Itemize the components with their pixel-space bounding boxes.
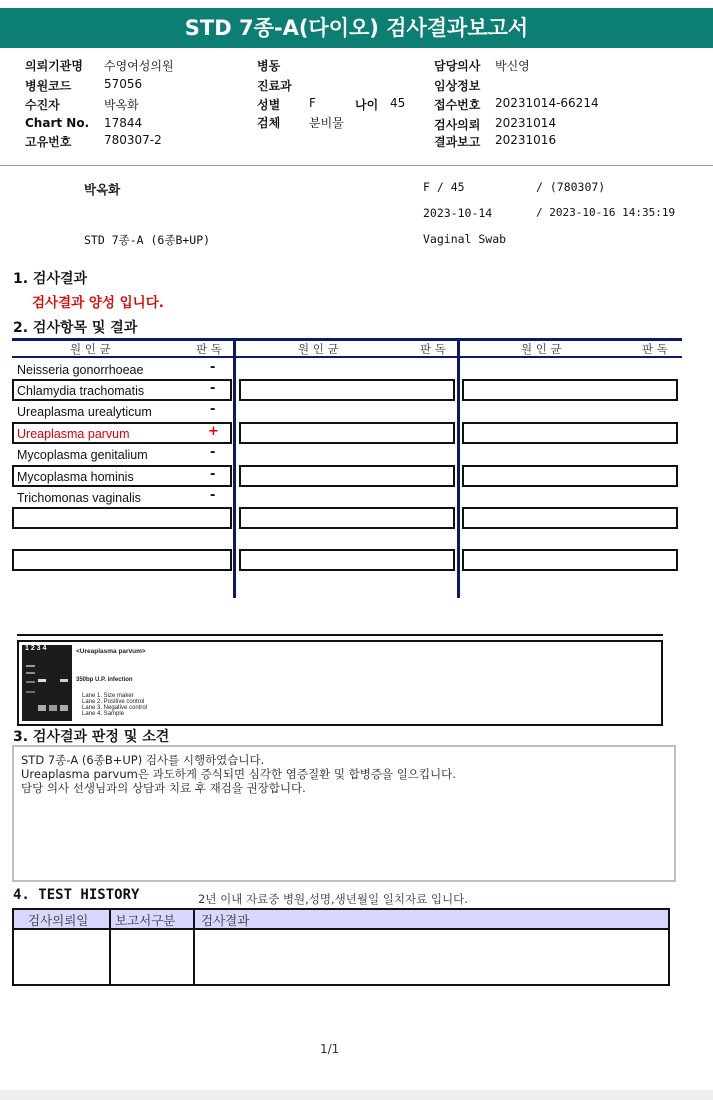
- specimen-label: 검체: [257, 116, 281, 130]
- positive-result-text: 검사결과 양성 입니다.: [32, 295, 164, 311]
- gel-lane3-legend: Lane 3. Negative control: [82, 705, 148, 711]
- specimen-value: 분비물: [309, 116, 344, 130]
- pathogen-name: Ureaplasma urealyticum: [17, 405, 152, 419]
- age-label: 나이: [355, 98, 379, 112]
- pathogen-name-positive: Ureaplasma parvum: [17, 427, 130, 441]
- result-row-box: [462, 422, 678, 444]
- remark-line: 담당 의사 선생님과의 상담과 치료 후 재검을 권장합니다.: [21, 781, 306, 795]
- summary-test: STD 7종-A (6종B+UP): [84, 233, 211, 247]
- col-judgment-header-2: 판 독: [420, 342, 446, 356]
- result-row-box: [239, 549, 455, 571]
- history-table: [12, 908, 670, 986]
- result-row-box: [239, 507, 455, 529]
- result-row-box: [462, 507, 678, 529]
- summary-sex-age: F / 45: [423, 180, 465, 194]
- gel-lane-numbers: 1 2 3 4: [25, 645, 47, 652]
- examinee-value: 박옥화: [104, 98, 139, 112]
- history-note: 2년 이내 자료중 병원,성명,생년월일 일치자료 입니다.: [198, 892, 468, 906]
- result-row-box: [12, 549, 232, 571]
- gel-electrophoresis-image: [22, 645, 72, 721]
- chart-no-value: 17844: [104, 116, 143, 130]
- department-label: 진료과: [257, 79, 292, 93]
- result-date-label: 결과보고: [434, 135, 481, 149]
- chart-no-label: Chart No.: [25, 116, 90, 130]
- clinical-info-label: 임상정보: [434, 79, 481, 93]
- result-row-box: [12, 507, 232, 529]
- col-pathogen-header-2: 원 인 균: [298, 342, 339, 356]
- institution-value: 수영여성의원: [104, 59, 174, 73]
- unique-no-label: 고유번호: [25, 135, 72, 149]
- section2-title: 2. 검사항목 및 결과: [13, 320, 138, 336]
- page-number: 1/1: [320, 1042, 340, 1056]
- gel-band-label: 350bp U.P. infection: [76, 677, 133, 683]
- sex-value: F: [309, 96, 316, 110]
- col-judgment-header-1: 판 독: [196, 342, 222, 356]
- summary-birth: / (780307): [536, 180, 606, 194]
- pathogen-name: Mycoplasma hominis: [17, 470, 134, 484]
- ward-label: 병동: [257, 59, 281, 73]
- summary-reported: / 2023-10-16 14:35:19: [536, 206, 676, 219]
- gel-top-rule: [17, 634, 663, 636]
- pathogen-result: -: [210, 445, 216, 460]
- result-row-box: [239, 422, 455, 444]
- doctor-label: 담당의사: [434, 59, 481, 73]
- gel-caption: <Ureaplasma parvum>: [76, 648, 146, 655]
- pathogen-result-positive: +: [208, 424, 219, 439]
- results-table-divider-1: [233, 338, 236, 598]
- result-row-box: [462, 465, 678, 487]
- pathogen-result: -: [210, 488, 216, 503]
- history-col-report-type: 보고서구분: [115, 913, 176, 928]
- result-row-box: [462, 379, 678, 401]
- summary-name: 박옥화: [84, 182, 121, 197]
- header-divider: [0, 165, 713, 166]
- hospital-code-label: 병원코드: [25, 79, 72, 93]
- examinee-label: 수진자: [25, 98, 60, 112]
- remark-line: Ureaplasma parvum은 과도하게 증식되면 심각한 염증질환 및 합병증을 일으킵니다.: [21, 767, 456, 781]
- col-judgment-header-3: 판 독: [642, 342, 668, 356]
- result-row-box: [462, 549, 678, 571]
- request-date-label: 검사의뢰: [434, 118, 481, 132]
- hospital-code-value: 57056: [104, 77, 143, 91]
- col-pathogen-header-3: 원 인 균: [521, 342, 562, 356]
- pathogen-name: Trichomonas vaginalis: [17, 491, 141, 505]
- gel-lane2-legend: Lane 2. Positive control: [82, 699, 145, 705]
- results-table-top-rule: [12, 338, 682, 341]
- summary-sample: Vaginal Swab: [423, 232, 507, 246]
- page-bottom-band: [0, 1090, 713, 1100]
- history-table-header: [14, 910, 668, 930]
- result-date-value: 20231016: [495, 133, 557, 147]
- report-title: STD 7종-A(다이오) 검사결과보고서: [0, 8, 713, 48]
- section3-title: 3. 검사결과 판정 및 소견: [13, 729, 170, 745]
- pathogen-result: -: [210, 381, 216, 396]
- request-date-value: 20231014: [495, 116, 557, 130]
- pathogen-result: -: [210, 467, 216, 482]
- age-value: 45: [390, 96, 406, 110]
- results-table-divider-2: [457, 338, 460, 598]
- results-table-header-rule: [12, 356, 682, 358]
- history-col-request-date: 검사의뢰일: [28, 913, 89, 928]
- pathogen-name: Chlamydia trachomatis: [17, 384, 145, 398]
- doctor-value: 박신영: [495, 59, 530, 73]
- pathogen-name: Mycoplasma genitalium: [17, 448, 148, 462]
- gel-lane4-legend: Lane 4. Sample: [82, 711, 125, 717]
- pathogen-result: -: [210, 360, 216, 375]
- history-col-result: 검사결과: [201, 913, 250, 928]
- remark-line: STD 7종-A (6종B+UP) 검사를 시행하였습니다.: [21, 753, 265, 767]
- unique-no-value: 780307-2: [104, 133, 162, 147]
- pathogen-result: -: [210, 402, 216, 417]
- section4-title: 4. TEST HISTORY: [13, 887, 140, 903]
- history-col-divider-2: [193, 910, 195, 984]
- gel-lane1-legend: Lane 1. Size maker: [82, 693, 134, 699]
- institution-label: 의뢰기관명: [25, 59, 83, 73]
- col-pathogen-header-1: 원 인 균: [70, 342, 111, 356]
- section1-title: 1. 검사결과: [13, 271, 88, 287]
- receipt-no-value: 20231014-66214: [495, 96, 599, 110]
- pathogen-name: Neisseria gonorrhoeae: [17, 363, 144, 377]
- receipt-no-label: 접수번호: [434, 98, 481, 112]
- result-row-box: [239, 379, 455, 401]
- sex-label: 성별: [257, 98, 281, 112]
- summary-received: 2023-10-14: [423, 206, 493, 220]
- result-row-box: [239, 465, 455, 487]
- history-col-divider-1: [109, 910, 111, 984]
